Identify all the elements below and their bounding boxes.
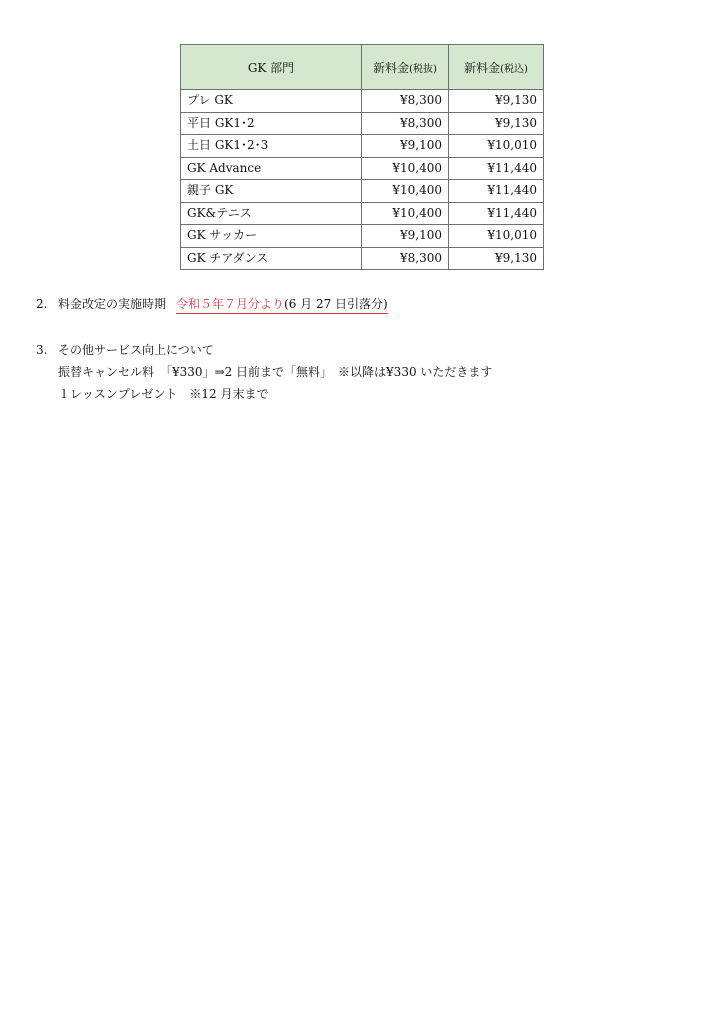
table-header-row (181, 45, 544, 90)
table-row (181, 202, 544, 225)
row-name: GK サッカー (181, 225, 362, 248)
row-price-ex-tax: ¥10,400 (362, 180, 449, 203)
row-price-in-tax: ¥11,440 (449, 202, 544, 225)
header-department: GK 部門 (181, 45, 362, 90)
cancellation-fee-line: 振替キャンセル料 「¥330」⇒2 日前まで「無料」 ※以降は¥330 いただきます (58, 365, 493, 379)
row-name: GK Advance (181, 157, 362, 180)
section-number: 2. (36, 297, 48, 311)
section-title: その他サービス向上について (58, 343, 214, 357)
row-price-in-tax: ¥11,440 (449, 180, 544, 203)
row-price-ex-tax: ¥8,300 (362, 90, 449, 113)
row-name: GK チアダンス (181, 247, 362, 270)
section-other-services (36, 339, 492, 405)
row-price-ex-tax: ¥8,300 (362, 247, 449, 270)
section-number: 3. (36, 343, 48, 357)
row-price-in-tax: ¥9,130 (449, 90, 544, 113)
table-row (181, 180, 544, 203)
table-row (181, 247, 544, 270)
section-implementation-date (36, 293, 388, 315)
header-price-ex-tax: 新料金(税抜) (362, 45, 449, 90)
table-body (181, 90, 544, 270)
table-row (181, 157, 544, 180)
price-table (180, 44, 544, 270)
row-price-in-tax: ¥9,130 (449, 247, 544, 270)
row-price-ex-tax: ¥10,400 (362, 157, 449, 180)
row-price-ex-tax: ¥9,100 (362, 225, 449, 248)
table-row (181, 225, 544, 248)
row-price-in-tax: ¥10,010 (449, 225, 544, 248)
row-price-ex-tax: ¥8,300 (362, 112, 449, 135)
row-price-in-tax: ¥9,130 (449, 112, 544, 135)
table-row (181, 135, 544, 158)
row-price-ex-tax: ¥9,100 (362, 135, 449, 158)
row-price-in-tax: ¥11,440 (449, 157, 544, 180)
lesson-present-line: １レッスンプレゼント ※12 月末まで (58, 387, 269, 401)
row-name: 親子 GK (181, 180, 362, 203)
section-label: 料金改定の実施時期 (58, 297, 167, 311)
row-price-ex-tax: ¥10,400 (362, 202, 449, 225)
row-name: 土日 GK1･2･3 (181, 135, 362, 158)
implementation-date (176, 297, 388, 314)
row-name: プレ GK (181, 90, 362, 113)
date-red-text: 令和５年７月分より (176, 297, 285, 311)
date-note: (6 月 27 日引落分) (284, 297, 388, 311)
row-name: GK&テニス (181, 202, 362, 225)
header-price-in-tax: 新料金(税込) (449, 45, 544, 90)
row-name: 平日 GK1･2 (181, 112, 362, 135)
table-row (181, 90, 544, 113)
section-heading (36, 339, 492, 361)
row-price-in-tax: ¥10,010 (449, 135, 544, 158)
table-row (181, 112, 544, 135)
